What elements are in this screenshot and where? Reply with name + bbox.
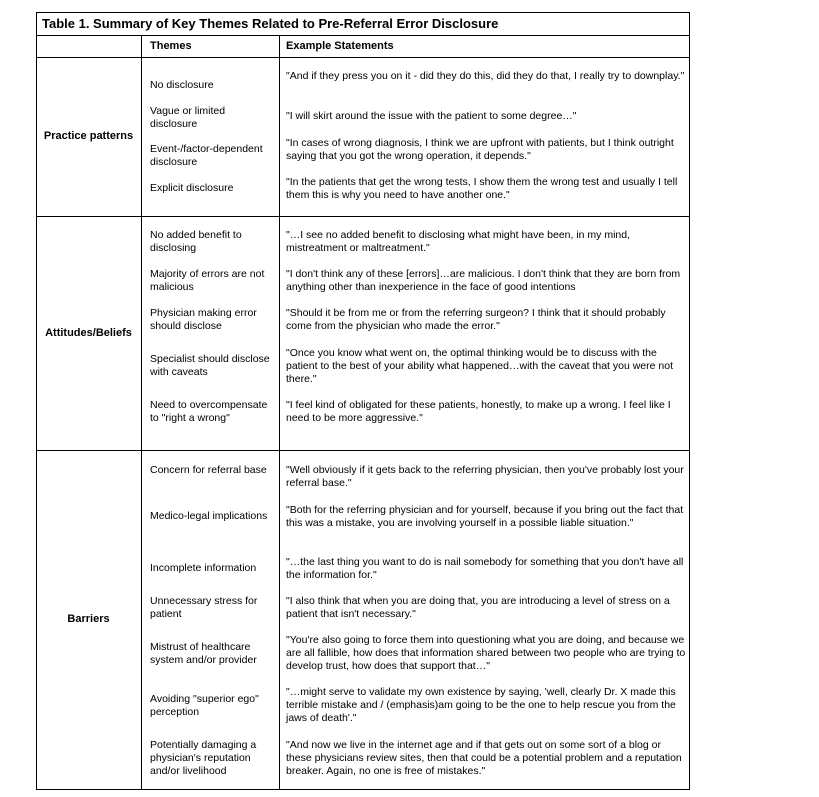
statement-text: "In the patients that get the wrong tests, I show them the wrong test and usually I tell them this is why you need to have another one." bbox=[286, 176, 678, 201]
themes-table bbox=[36, 12, 690, 790]
statement-text: "Well obviously if it gets back to the referring physician, then you've probably lost your referral base." bbox=[286, 464, 684, 489]
theme-label: Medico-legal implications bbox=[150, 510, 268, 522]
theme-label: No added benefit to disclosing bbox=[150, 229, 242, 254]
column-divider bbox=[279, 36, 280, 790]
row-divider bbox=[37, 57, 689, 58]
statement-text: "Should it be from me or from the referring surgeon? I think that it should probably come from the physician who made the error." bbox=[286, 307, 666, 332]
theme-label: Incomplete information bbox=[150, 562, 257, 574]
statement-text: "And if they press you on it - did they do this, did they do that, I really try to downplay." bbox=[286, 70, 685, 82]
category-barriers: Barriers bbox=[67, 613, 110, 625]
header-statements: Example Statements bbox=[286, 40, 394, 52]
table-title: Table 1. Summary of Key Themes Related to Pre-Referral Error Disclosure bbox=[37, 13, 689, 36]
statement-text: "You're also going to force them into questioning what you are doing, and because we are all fallible, how does that information shared between two people who are trying to develop trust, how does that support that…" bbox=[286, 634, 686, 672]
theme-label: Event-/factor-dependent disclosure bbox=[150, 143, 263, 168]
theme-label: Majority of errors are not malicious bbox=[150, 268, 265, 293]
theme-label: Physician making error should disclose bbox=[150, 307, 257, 332]
row-divider bbox=[37, 450, 689, 451]
theme-label: No disclosure bbox=[150, 79, 214, 91]
theme-label: Unnecessary stress for patient bbox=[150, 595, 258, 620]
statement-text: "I also think that when you are doing that, you are introducing a level of stress on a patient that isn't necessary." bbox=[286, 595, 670, 620]
statement-text: "I don't think any of these [errors]…are malicious. I don't think that they are born from anything other than inexperience in the face of good intentions bbox=[286, 268, 681, 293]
statement-text: "…I see no added benefit to disclosing what might have been, in my mind, mistreatment or maltreatment." bbox=[286, 229, 631, 254]
statement-text: "In cases of wrong diagnosis, I think we are upfront with patients, but I think outright saying that you got the wrong operation, it depends." bbox=[286, 137, 674, 162]
statement-text: "Both for the referring physician and for yourself, because if you bring out the fact that this was a mistake, you are involving yourself in a possible liable situation." bbox=[286, 504, 684, 529]
statement-text: "I feel kind of obligated for these patients, honestly, to make up a wrong. I feel like I need to be more aggressive." bbox=[286, 399, 671, 424]
statement-text: "…the last thing you want to do is nail somebody for something that you don't have all the information for." bbox=[286, 556, 684, 581]
theme-label: Vague or limited disclosure bbox=[150, 105, 226, 130]
theme-label: Avoiding "superior ego" perception bbox=[150, 693, 259, 718]
theme-label: Concern for referral base bbox=[150, 464, 267, 476]
statement-text: "I will skirt around the issue with the patient to some degree…" bbox=[286, 110, 577, 122]
header-themes: Themes bbox=[150, 40, 192, 52]
theme-label: Mistrust of healthcare system and/or provider bbox=[150, 641, 257, 666]
row-divider bbox=[37, 216, 689, 217]
theme-label: Potentially damaging a physician's reputation and/or livelihood bbox=[150, 739, 257, 777]
statement-text: "…might serve to validate my own existence by saying, 'well, clearly Dr. X made this terrible mistake and / (emphasis)am going to be the one to help rescue you from the jaws of death'." bbox=[286, 686, 676, 724]
category-practice-patterns: Practice patterns bbox=[43, 130, 134, 142]
column-divider bbox=[141, 36, 142, 790]
theme-label: Specialist should disclose with caveats bbox=[150, 353, 270, 378]
category-attitudes-beliefs: Attitudes/Beliefs bbox=[45, 327, 132, 339]
theme-label: Explicit disclosure bbox=[150, 182, 234, 194]
theme-label: Need to overcompensate to "right a wrong" bbox=[150, 399, 268, 424]
statement-text: "Once you know what went on, the optimal thinking would be to discuss with the patient to the best of your ability what happened…with the caveat that you were not there." bbox=[286, 347, 673, 385]
statement-text: "And now we live in the internet age and if that gets out on some sort of a blog or these physicians review sites, then that could be a potential problem and a reputation breaker. Again, no one is free of mistakes." bbox=[286, 739, 682, 777]
